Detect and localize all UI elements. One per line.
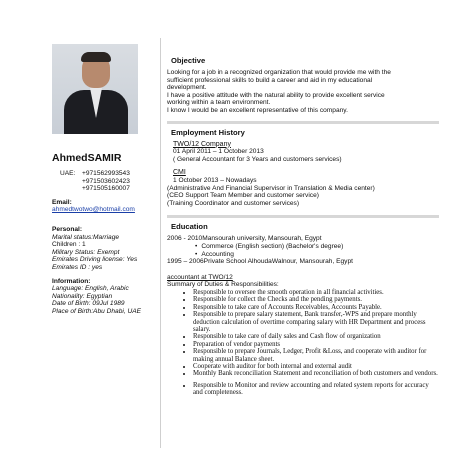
education-line: 2006 - 2010Mansourah university, Mansourah, Egypt: [167, 235, 322, 243]
duties-list: [167, 289, 439, 378]
job-role: (Training Coordinator and customer services): [167, 199, 300, 207]
section-bar: [167, 121, 439, 124]
email-label: Email:: [52, 198, 72, 206]
uae-label: UAE:: [60, 170, 76, 177]
list-item: • Responsible to take care of Accounts Receivables, Accounts Payable.: [193, 304, 439, 311]
list-item: • Commerce (English section) (Bachelor's degree): [203, 243, 439, 251]
list-item: • Responsible to oversee the smooth operation in all financial activities.: [193, 289, 439, 296]
job-dates: 01 April 2011 – 1 October 2013: [173, 148, 264, 156]
list-item: • Monthly Bank reconciliation Statement and reconciliation of both customers and vendors.: [193, 370, 439, 377]
emirates-id: Emirates ID : yes: [52, 263, 103, 271]
list-item: • Responsible to Monitor and review accounting and related system reports for accuracy and completeness.: [193, 382, 439, 397]
phone-row: [52, 185, 156, 193]
column-divider: [160, 38, 161, 448]
phone-row: [52, 178, 156, 186]
place-of-birth: Place of Birth:Abu Dhabi, UAE: [52, 307, 142, 315]
list-item: • Cooperate with auditor for both internal and external audit: [193, 363, 439, 370]
education-line: 1995 – 2006Private School AlhoudaWalnour, Mansourah, Egypt: [167, 258, 353, 266]
list-item: • Responsible to take care of daily sales and Cash flow of organization: [193, 333, 439, 340]
objective-text: Looking for a job in a recognized organization that would provide me with the sufficient professional skills to build a career and aid in my educational development. I have a positive attitude with the natural ability to provide excellent service working within a team environment. I know I would be an excellent representative of this company.: [167, 69, 391, 114]
phone-row: [52, 170, 156, 178]
job-role: ( General Accountant for 3 Years and customers services): [173, 155, 342, 163]
duties-subtitle: Summary of Duties & Responsibilities:: [167, 281, 279, 289]
list-item: • Responsible for collect the Checks and the pending payments.: [193, 296, 439, 303]
military-status: Military Status: Exempt: [52, 248, 120, 256]
education-list: [167, 243, 439, 258]
duties-title: accountant at TWO/12: [167, 273, 233, 281]
phone-2: +971503602423: [82, 177, 130, 185]
job-role: (CEO Support Team Member and customer service): [167, 192, 319, 200]
nationality: Nationality: Egyptian: [52, 292, 113, 300]
left-column: [52, 152, 156, 316]
company-name: TWO/12 Company: [173, 140, 231, 148]
phone-1: +971562993543: [82, 170, 130, 177]
marital-status: Marital status:Marriage: [52, 233, 120, 241]
language: Language: English, Arabic: [52, 285, 129, 293]
list-item: • Accounting: [203, 251, 439, 259]
candidate-name: AhmedSAMIR: [52, 152, 122, 164]
objective-heading: Objective: [171, 56, 206, 65]
job-entry: [167, 141, 439, 185]
driving-license: Emirates Driving license: Yes: [52, 256, 138, 264]
personal-heading: Personal:: [52, 225, 83, 233]
duties-list-continued: [167, 382, 439, 397]
job-role: (Administrative And Financial Supervisor in Translation & Media center): [167, 184, 375, 192]
education-heading: Education: [171, 222, 208, 232]
list-item: • Preparation of vendor payments: [193, 341, 439, 348]
right-column: [167, 56, 439, 397]
email-link[interactable]: ahmedtwotwo@hotmail.com: [52, 206, 135, 214]
company-name: CMI: [173, 169, 186, 177]
phone-3: +971505160007: [82, 185, 130, 193]
job-dates: 1 October 2013 – Nowadays: [173, 176, 257, 184]
profile-photo: [52, 44, 138, 134]
children: Children : 1: [52, 241, 86, 249]
information-heading: Information:: [52, 277, 91, 285]
list-item: • Responsible to prepare Journals, Ledger, Profit &Loss, and cooperate with auditor for making annual Balance sheet.: [193, 348, 439, 363]
list-item: • Responsible to prepare salary statement, Bank transfer,-WPS and prepare monthly deduction calculation of overtime comparing salary with HR Department and process salary.: [193, 311, 439, 333]
date-of-birth: Date of Birth: 09Jul 1989: [52, 300, 125, 308]
section-bar: [167, 215, 439, 218]
employment-heading: Employment History: [171, 127, 245, 137]
